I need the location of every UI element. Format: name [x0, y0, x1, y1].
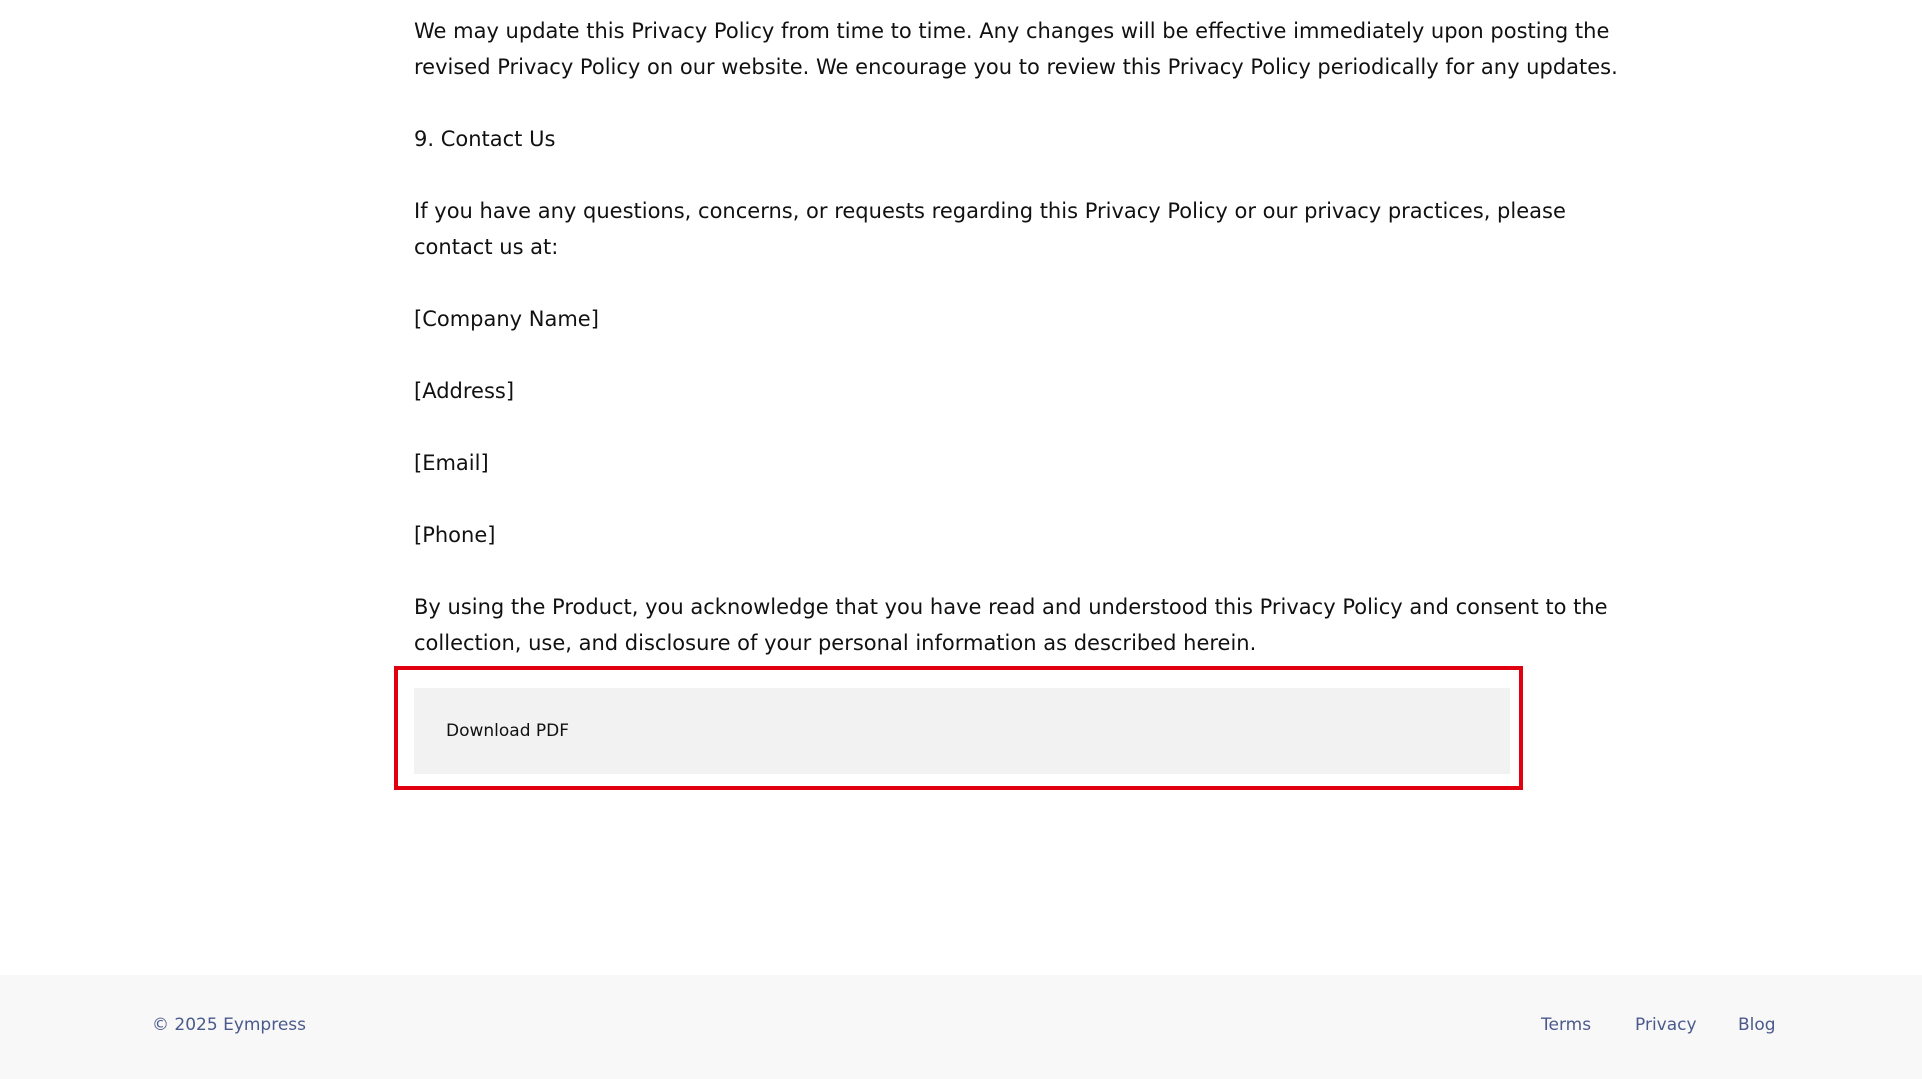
- consent-text-line-2: collection, use, and disclosure of your personal information as described herein.: [414, 631, 1257, 655]
- contact-text-line-1: If you have any questions, concerns, or requests regarding this Privacy Policy or our privacy practices, please: [414, 199, 1566, 223]
- footer-link-privacy[interactable]: Privacy: [1635, 1015, 1697, 1035]
- site-footer: [0, 975, 1922, 1079]
- company-name: [Company Name]: [414, 307, 599, 331]
- footer-link-terms[interactable]: Terms: [1541, 1015, 1592, 1035]
- company-phone: [Phone]: [414, 523, 496, 547]
- footer-copyright: © 2025 Eympress: [152, 1015, 307, 1035]
- update-text-line-2: revised Privacy Policy on our website. We encourage you to review this Privacy Policy periodically for any updates.: [414, 55, 1618, 79]
- contact-text-line-2: contact us at:: [414, 235, 559, 259]
- footer-link-blog[interactable]: Blog: [1738, 1015, 1776, 1035]
- update-text-line-1: We may update this Privacy Policy from time to time. Any changes will be effective immediately upon posting the: [414, 19, 1610, 43]
- company-address: [Address]: [414, 379, 515, 403]
- consent-text-line-1: By using the Product, you acknowledge that you have read and understood this Privacy Policy and consent to the: [414, 595, 1608, 619]
- section-heading-contact: 9. Contact Us: [414, 127, 556, 151]
- download-pdf-button[interactable]: Download PDF: [414, 688, 1510, 774]
- company-email: [Email]: [414, 451, 489, 475]
